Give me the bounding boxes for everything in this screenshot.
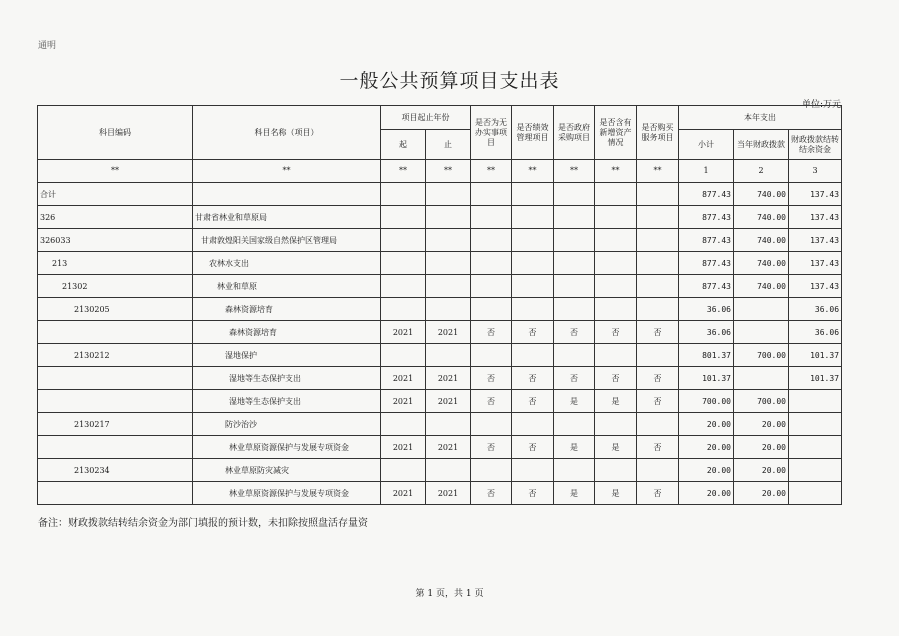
- cell-name: 防沙治沙: [193, 413, 381, 436]
- table-row: [38, 413, 842, 436]
- cell-to: 2021: [426, 482, 471, 505]
- cell-is-routine: [471, 459, 512, 482]
- marker-cell: **: [512, 160, 554, 183]
- cell-is-service-purchase: [637, 298, 679, 321]
- cell-is-performance: 否: [512, 321, 554, 344]
- cell-is-procurement: 是: [554, 436, 595, 459]
- cell-from: [381, 344, 426, 367]
- cell-subtotal: 877.43: [679, 183, 734, 206]
- header-period-from: 起: [381, 130, 426, 160]
- cell-is-service-purchase: 否: [637, 390, 679, 413]
- cell-subtotal: 700.00: [679, 390, 734, 413]
- cell-is-performance: 否: [512, 482, 554, 505]
- cell-is-procurement: 是: [554, 482, 595, 505]
- cell-carryover: [789, 459, 842, 482]
- cell-name: 湿地保护: [193, 344, 381, 367]
- cell-from: 2021: [381, 367, 426, 390]
- cell-to: [426, 298, 471, 321]
- marker-cell: 2: [734, 160, 789, 183]
- table-row: [38, 321, 842, 344]
- cell-code: [38, 367, 193, 390]
- cell-subtotal: 20.00: [679, 436, 734, 459]
- cell-from: [381, 459, 426, 482]
- header-subtotal: 小计: [679, 130, 734, 160]
- cell-is-performance: 否: [512, 436, 554, 459]
- cell-is-procurement: [554, 206, 595, 229]
- cell-is-routine: [471, 183, 512, 206]
- cell-subtotal: 801.37: [679, 344, 734, 367]
- cell-fiscal: 740.00: [734, 252, 789, 275]
- cell-subtotal: 101.37: [679, 367, 734, 390]
- cell-is-new-asset: [595, 298, 637, 321]
- cell-is-new-asset: [595, 275, 637, 298]
- corner-mark: 通明: [38, 41, 57, 51]
- footnote: 备注：财政拨款结转结余资金为部门填报的预计数，未扣除按照盘活存量资: [38, 518, 368, 529]
- cell-is-service-purchase: [637, 183, 679, 206]
- cell-to: 2021: [426, 367, 471, 390]
- cell-code: 2130234: [38, 459, 193, 482]
- cell-name: 森林资源培育: [193, 321, 381, 344]
- cell-is-new-asset: 是: [595, 436, 637, 459]
- cell-is-routine: 否: [471, 367, 512, 390]
- cell-name: 林业草原防灾减灾: [193, 459, 381, 482]
- cell-is-procurement: 否: [554, 367, 595, 390]
- cell-code: 326: [38, 206, 193, 229]
- table-row: [38, 390, 842, 413]
- table-row: [38, 459, 842, 482]
- cell-is-new-asset: [595, 229, 637, 252]
- cell-is-routine: 否: [471, 390, 512, 413]
- cell-fiscal: 700.00: [734, 344, 789, 367]
- cell-is-new-asset: 否: [595, 321, 637, 344]
- table-row: [38, 206, 842, 229]
- cell-is-procurement: 否: [554, 321, 595, 344]
- cell-is-procurement: [554, 413, 595, 436]
- marker-cell: **: [595, 160, 637, 183]
- cell-carryover: [789, 436, 842, 459]
- table-header: [38, 106, 842, 183]
- marker-cell: **: [637, 160, 679, 183]
- marker-cell: **: [471, 160, 512, 183]
- cell-carryover: 137.43: [789, 229, 842, 252]
- cell-is-routine: 否: [471, 321, 512, 344]
- cell-is-procurement: [554, 183, 595, 206]
- cell-from: [381, 275, 426, 298]
- cell-is-service-purchase: 否: [637, 482, 679, 505]
- cell-name: 林业草原资源保护与发展专项资金: [193, 436, 381, 459]
- marker-cell: 1: [679, 160, 734, 183]
- header-fiscal: 当年财政拨款: [734, 130, 789, 160]
- cell-is-service-purchase: [637, 229, 679, 252]
- cell-is-procurement: [554, 298, 595, 321]
- cell-is-new-asset: 是: [595, 482, 637, 505]
- table-row: [38, 252, 842, 275]
- cell-is-new-asset: [595, 183, 637, 206]
- table-row: [38, 275, 842, 298]
- unit-label: 单位:万元: [801, 100, 841, 110]
- cell-is-new-asset: [595, 413, 637, 436]
- cell-code: [38, 436, 193, 459]
- header-name: 科目名称（项目）: [193, 106, 381, 160]
- header-is-routine: 是否为无办实事项目: [471, 106, 512, 160]
- cell-is-service-purchase: [637, 206, 679, 229]
- cell-from: [381, 413, 426, 436]
- cell-to: [426, 183, 471, 206]
- cell-to: [426, 252, 471, 275]
- cell-carryover: 137.43: [789, 275, 842, 298]
- cell-is-performance: [512, 183, 554, 206]
- cell-from: 2021: [381, 482, 426, 505]
- cell-name: 农林水支出: [193, 252, 381, 275]
- cell-is-procurement: [554, 459, 595, 482]
- cell-from: [381, 183, 426, 206]
- cell-is-service-purchase: 否: [637, 367, 679, 390]
- cell-carryover: 36.06: [789, 321, 842, 344]
- cell-name: 森林资源培育: [193, 298, 381, 321]
- cell-is-routine: [471, 229, 512, 252]
- header-is-performance: 是否绩效管理项目: [512, 106, 554, 160]
- cell-fiscal: 740.00: [734, 275, 789, 298]
- cell-is-new-asset: 否: [595, 367, 637, 390]
- cell-to: [426, 459, 471, 482]
- header-code: 科目编码: [38, 106, 193, 160]
- cell-to: 2021: [426, 436, 471, 459]
- cell-carryover: 101.37: [789, 367, 842, 390]
- cell-code: 213: [38, 252, 193, 275]
- cell-name: 林业和草原: [193, 275, 381, 298]
- cell-fiscal: 20.00: [734, 482, 789, 505]
- table-row: [38, 436, 842, 459]
- cell-subtotal: 20.00: [679, 482, 734, 505]
- header-current-year: 本年支出: [679, 106, 842, 130]
- cell-carryover: 36.06: [789, 298, 842, 321]
- cell-is-service-purchase: [637, 275, 679, 298]
- page-title: 一般公共预算项目支出表: [339, 70, 560, 92]
- cell-is-performance: [512, 298, 554, 321]
- cell-fiscal: 740.00: [734, 229, 789, 252]
- cell-to: 2021: [426, 390, 471, 413]
- cell-fiscal: 20.00: [734, 459, 789, 482]
- cell-is-routine: [471, 344, 512, 367]
- cell-carryover: [789, 413, 842, 436]
- marker-cell: **: [193, 160, 381, 183]
- cell-code: 21302: [38, 275, 193, 298]
- cell-to: [426, 344, 471, 367]
- cell-fiscal: [734, 321, 789, 344]
- cell-carryover: 137.43: [789, 252, 842, 275]
- cell-is-service-purchase: 否: [637, 436, 679, 459]
- cell-is-routine: 否: [471, 482, 512, 505]
- cell-code: 2130217: [38, 413, 193, 436]
- cell-fiscal: [734, 367, 789, 390]
- cell-code: 合计: [38, 183, 193, 206]
- marker-cell: **: [554, 160, 595, 183]
- cell-name: 湿地等生态保护支出: [193, 390, 381, 413]
- marker-cell: **: [381, 160, 426, 183]
- cell-code: 326033: [38, 229, 193, 252]
- header-is-new-asset: 是否含有新增资产情况: [595, 106, 637, 160]
- cell-is-performance: [512, 275, 554, 298]
- cell-name: [193, 183, 381, 206]
- table-row: [38, 229, 842, 252]
- cell-subtotal: 877.43: [679, 206, 734, 229]
- cell-is-service-purchase: [637, 252, 679, 275]
- cell-code: 2130212: [38, 344, 193, 367]
- cell-is-routine: [471, 206, 512, 229]
- cell-name: 甘肃敦煌阳关国家级自然保护区管理局: [193, 229, 381, 252]
- cell-to: [426, 206, 471, 229]
- cell-is-new-asset: [595, 206, 637, 229]
- cell-is-service-purchase: 否: [637, 321, 679, 344]
- cell-is-new-asset: [595, 459, 637, 482]
- cell-is-procurement: [554, 344, 595, 367]
- cell-fiscal: 20.00: [734, 413, 789, 436]
- cell-subtotal: 20.00: [679, 459, 734, 482]
- header-is-procurement: 是否政府采购项目: [554, 106, 595, 160]
- cell-fiscal: 20.00: [734, 436, 789, 459]
- cell-name: 甘肃省林业和草原局: [193, 206, 381, 229]
- cell-fiscal: 700.00: [734, 390, 789, 413]
- cell-subtotal: 20.00: [679, 413, 734, 436]
- cell-fiscal: 740.00: [734, 183, 789, 206]
- table-row: [38, 298, 842, 321]
- cell-fiscal: 740.00: [734, 206, 789, 229]
- cell-subtotal: 877.43: [679, 229, 734, 252]
- page-number: 第 1 页，共 1 页: [415, 589, 484, 599]
- cell-code: [38, 482, 193, 505]
- cell-is-performance: [512, 252, 554, 275]
- cell-code: [38, 321, 193, 344]
- cell-subtotal: 877.43: [679, 252, 734, 275]
- cell-is-new-asset: 是: [595, 390, 637, 413]
- cell-from: 2021: [381, 321, 426, 344]
- cell-is-service-purchase: [637, 413, 679, 436]
- cell-subtotal: 36.06: [679, 298, 734, 321]
- cell-code: [38, 390, 193, 413]
- marker-cell: **: [426, 160, 471, 183]
- cell-is-performance: 否: [512, 390, 554, 413]
- cell-is-routine: [471, 252, 512, 275]
- cell-code: 2130205: [38, 298, 193, 321]
- cell-is-procurement: 是: [554, 390, 595, 413]
- table-row: [38, 183, 842, 206]
- marker-row: [38, 160, 842, 183]
- cell-is-performance: 否: [512, 367, 554, 390]
- header-carryover: 财政拨款结转结余资金: [789, 130, 842, 160]
- cell-from: [381, 229, 426, 252]
- cell-from: 2021: [381, 436, 426, 459]
- cell-is-routine: 否: [471, 436, 512, 459]
- header-period-to: 止: [426, 130, 471, 160]
- cell-is-performance: [512, 344, 554, 367]
- budget-table: [37, 105, 842, 505]
- cell-fiscal: [734, 298, 789, 321]
- header-is-service-purchase: 是否购买服务项目: [637, 106, 679, 160]
- cell-carryover: 101.37: [789, 344, 842, 367]
- table-row: [38, 344, 842, 367]
- cell-is-procurement: [554, 275, 595, 298]
- cell-subtotal: 877.43: [679, 275, 734, 298]
- cell-is-routine: [471, 275, 512, 298]
- cell-is-performance: [512, 459, 554, 482]
- cell-from: 2021: [381, 390, 426, 413]
- table-row: [38, 482, 842, 505]
- cell-to: 2021: [426, 321, 471, 344]
- table-row: [38, 367, 842, 390]
- cell-is-new-asset: [595, 252, 637, 275]
- cell-is-service-purchase: [637, 459, 679, 482]
- cell-is-new-asset: [595, 344, 637, 367]
- cell-to: [426, 275, 471, 298]
- cell-is-performance: [512, 206, 554, 229]
- cell-is-service-purchase: [637, 344, 679, 367]
- table-body: [38, 183, 842, 505]
- marker-cell: **: [38, 160, 193, 183]
- cell-carryover: 137.43: [789, 206, 842, 229]
- cell-to: [426, 229, 471, 252]
- cell-is-procurement: [554, 229, 595, 252]
- cell-carryover: 137.43: [789, 183, 842, 206]
- cell-is-performance: [512, 229, 554, 252]
- cell-name: 林业草原资源保护与发展专项资金: [193, 482, 381, 505]
- cell-carryover: [789, 482, 842, 505]
- cell-from: [381, 206, 426, 229]
- cell-name: 湿地等生态保护支出: [193, 367, 381, 390]
- marker-cell: 3: [789, 160, 842, 183]
- header-period: 项目起止年份: [381, 106, 471, 130]
- cell-is-performance: [512, 413, 554, 436]
- cell-from: [381, 298, 426, 321]
- cell-carryover: [789, 390, 842, 413]
- cell-is-procurement: [554, 252, 595, 275]
- cell-subtotal: 36.06: [679, 321, 734, 344]
- cell-is-routine: [471, 298, 512, 321]
- cell-is-routine: [471, 413, 512, 436]
- cell-from: [381, 252, 426, 275]
- cell-to: [426, 413, 471, 436]
